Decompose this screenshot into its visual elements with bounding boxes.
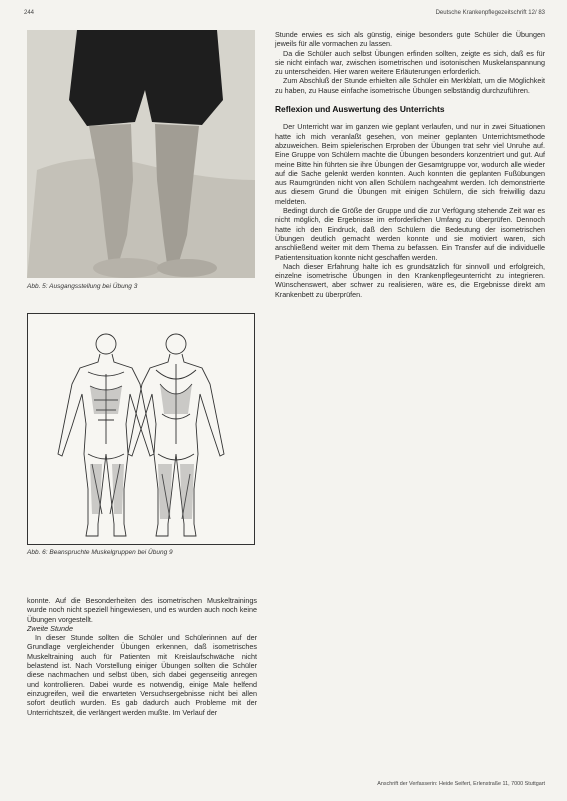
- legs-photo: [27, 30, 255, 278]
- paragraph: konnte. Auf die Besonderheiten des isometrischen Muskeltrainings wurde noch nicht speziell hingewiesen, und es wurden auch noch keine Übungen vorgestellt.: [27, 596, 257, 624]
- section-heading: Reflexion und Auswertung des Unterrichts: [275, 104, 445, 115]
- muscle-diagram: [27, 313, 255, 545]
- left-column: [27, 596, 257, 717]
- muscle-diagram-drawing: [28, 314, 254, 544]
- paragraph: Da die Schüler auch selbst Übungen erfinden sollten, zeigte es sich, daß es für sie nicht einfach war, zwischen isometrischen und isotonischen Muskelanspannung zu unterscheiden. Hier waren weitere Erläuterungen erforderlich.: [275, 48, 545, 77]
- paragraph: Zum Abschluß der Stunde erhielten alle Schüler ein Merkblatt, um die Möglichkeit zu haben, zu Hause einfache isometrische Übungen selbständig durchzuführen.: [275, 76, 545, 95]
- subheading-zweite-stunde: Zweite Stunde: [27, 623, 73, 633]
- paragraph: Nach dieser Erfahrung halte ich es grundsätzlich für sinnvoll und erfolgreich, einzelne isometrische Übungen in den Krankenpflegeunterricht zu integrieren. Wünschenswert, aber schwer zu realisieren, wäre es, die Ergebnisse direkt am Krankenbett zu überprüfen.: [275, 261, 545, 299]
- paragraph: Stunde erwies es sich als günstig, einige besonders gute Schüler die Übungen jeweils für alle vormachen zu lassen.: [275, 30, 545, 49]
- page-number: 244: [24, 10, 35, 16]
- paragraph: In dieser Stunde sollten die Schüler und Schülerinnen auf der Grundlage vergleichender Übungen erkennen, daß isometrisches Muskeltraining auch für Patienten mit Kreislaufschwäche nicht belastend ist. Nach Vorstellung einiger Übungen sollten die Schüler diese nachmachen und selbst üben, sich dabei gegenseitig anregen und kontrollieren. Dabei wurde es notwendig, einige Male helfend einzugreifen, weil die erwarteten Versuchsergebnisse nicht bei allen sofort deutlich wurden. Es gab dadurch auch Probleme mit der Unterrichtszeit, die verlängert werden mußte. Im Verlauf der: [27, 633, 257, 717]
- journal-header: Deutsche Krankenpflegezeitschrift 12/ 83: [435, 10, 545, 16]
- figure-6-caption: Abb. 6: Beanspruchte Muskelgruppen bei Übung 9: [27, 549, 173, 556]
- paragraph: Bedingt durch die Größe der Gruppe und die zur Verfügung stehende Zeit war es nicht möglich, die Ergebnisse im erforderlichen Umfang zu überprüfen. Dennoch hatte ich den Eindruck, daß den Schülern die Bedeutung der isometrischen Übungen deutlich gemacht werden konnte und sie motiviert waren, sich anschließend weiter mit dem Thema zu befassen. Ein Transfer auf die individuelle Patientensituation konnte nicht geschaffen werden.: [275, 206, 545, 262]
- right-column: [275, 30, 545, 299]
- paragraph: Der Unterricht war im ganzen wie geplant verlaufen, und nur in zwei Situationen hatte ich mich veranlaßt gesehen, von meiner geplanten Unterrichtsmethode abzuweichen. Beim spielerischen Erproben der Übungen trat sehr viel Unruhe auf. Eine Gruppe von Schülern machte die Übungen besonders konzentriert und gut. Auf meine Bitte hin führten sie ihre Übungen der Gesamtgruppe vor, wodurch alle wieder auf die Sache gelenkt werden konnten. Auch konnten die geplanten Fußübungen aus Raumgründen nicht von allen Schülern nachgeahmt werden. Ich demonstrierte aus diesem Grund die Übungen mit einigen Schülern, die sich freiwillig dazu meldeten.: [275, 122, 545, 206]
- author-address: Anschrift der Verfasserin: Heide Seifert, Erlenstraße 11, 7000 Stuttgart: [377, 781, 545, 787]
- figure-5-caption: Abb. 5: Ausgangsstellung bei Übung 3: [27, 283, 138, 290]
- legs-photo-drawing: [27, 30, 255, 278]
